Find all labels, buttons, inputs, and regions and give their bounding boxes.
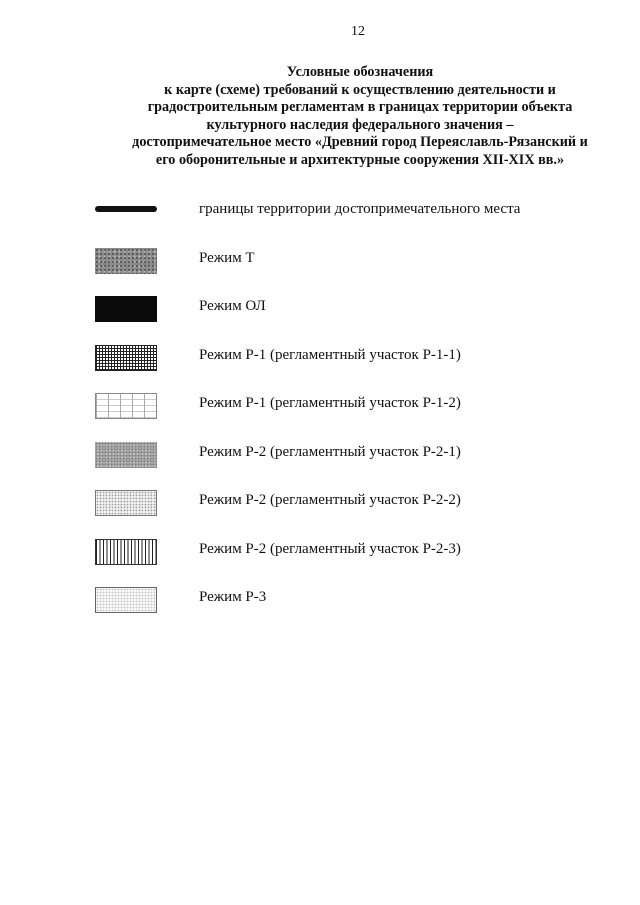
heading-line: Условные обозначения — [286, 64, 434, 80]
legend-label: Режим Т — [199, 249, 255, 266]
heading-line: к карте (схеме) требований к осуществлению деятельности и — [164, 81, 556, 98]
legend-label: границы территории достопримечательного места — [199, 201, 521, 217]
boundary-line-swatch — [95, 206, 157, 212]
mode-r-2-3-swatch — [95, 539, 157, 565]
legend-item-t — [95, 244, 615, 293]
heading-line: градостроительным регламентам в границах территории объекта — [147, 99, 573, 116]
legend-label: Режим ОЛ — [199, 298, 266, 314]
legend-item-r-3 — [95, 583, 615, 632]
mode-r-1-1-swatch — [95, 345, 157, 371]
legend-list — [95, 195, 615, 632]
heading-line: достопримечательное место «Древний город Переяславль-Рязанский и — [132, 134, 588, 151]
legend-item-ol — [95, 292, 615, 341]
legend-label: Режим Р-2 (регламентный участок Р-2-2) — [199, 492, 461, 508]
page-number: 12 — [351, 24, 365, 39]
mode-r-1-2-swatch — [95, 393, 157, 419]
legend-heading — [70, 64, 640, 170]
mode-r-3-swatch — [95, 587, 157, 613]
legend-item-r-2-1 — [95, 438, 615, 487]
mode-r-2-2-swatch — [95, 490, 157, 516]
legend-item-r-1-2 — [95, 389, 615, 438]
mode-t-swatch — [95, 248, 157, 274]
legend-item-boundary — [95, 195, 615, 244]
legend-label: Режим Р-2 (регламентный участок Р-2-1) — [199, 443, 461, 460]
legend-label: Режим Р-1 (регламентный участок Р-1-1) — [199, 346, 461, 363]
legend-item-r-2-3 — [95, 535, 615, 584]
mode-r-2-1-swatch — [95, 442, 157, 468]
heading-line: его оборонительные и архитектурные сооружения XII-XIX вв.» — [155, 151, 565, 168]
mode-ol-swatch — [95, 296, 157, 322]
legend-item-r-2-2 — [95, 486, 615, 535]
legend-label: Режим Р-2 (регламентный участок Р-2-3) — [199, 540, 461, 557]
legend-label: Режим Р-3 — [199, 589, 267, 605]
heading-line: культурного наследия федерального значения – — [206, 116, 514, 133]
legend-label: Режим Р-1 (регламентный участок Р-1-2) — [199, 395, 461, 411]
legend-item-r-1-1 — [95, 341, 615, 390]
